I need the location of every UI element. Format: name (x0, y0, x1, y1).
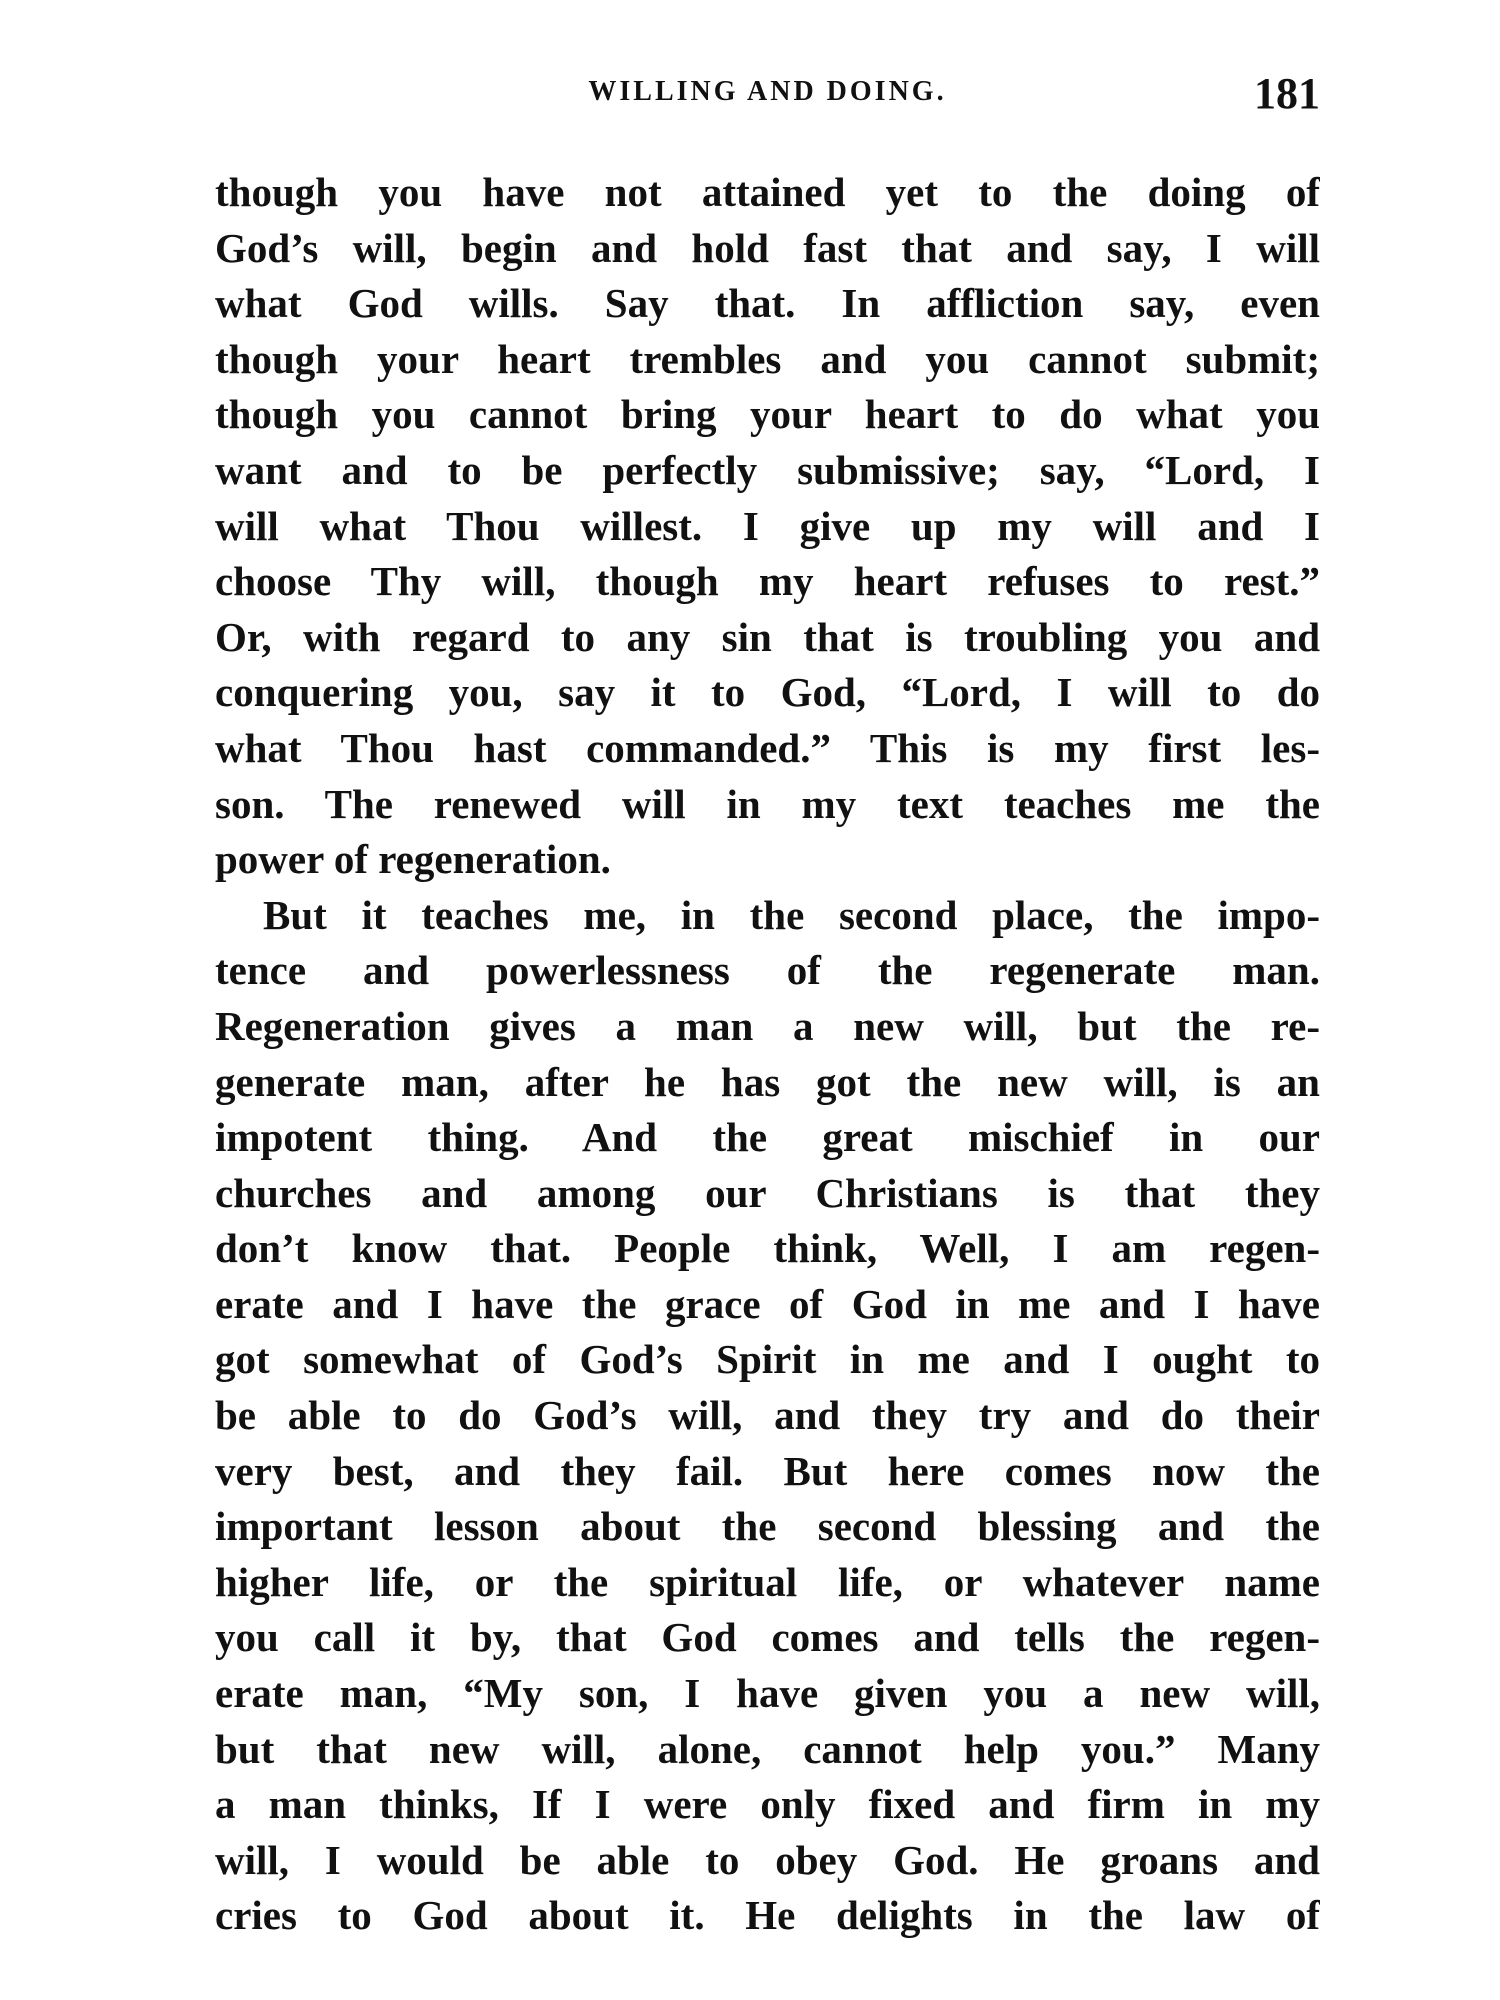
body-text (215, 165, 1320, 1944)
text-line: Or, with regard to any sin that is troubling you and (215, 613, 1320, 660)
text-line: impotent thing. And the great mischief in our (215, 1114, 1320, 1161)
page-number: 181 (1254, 69, 1320, 118)
text-line: son. The renewed will in my text teaches me the (215, 780, 1320, 827)
text-line: important lesson about the second blessing and the (215, 1503, 1320, 1550)
text-line: power of regeneration. (215, 836, 611, 883)
text-line: though you have not attained yet to the doing of (215, 169, 1320, 215)
text-line: generate man, after he has got the new will, is an (215, 1058, 1320, 1105)
text-line: God’s will, begin and hold fast that and say, I will (215, 224, 1320, 271)
paragraph-1 (215, 165, 1320, 888)
text-line: conquering you, say it to God, “Lord, I will to do (215, 669, 1320, 716)
text-line: very best, and they fail. But here comes now the (215, 1447, 1320, 1494)
text-line: don’t know that. People think, Well, I am regen- (215, 1225, 1320, 1272)
text-line: though your heart trembles and you cannot submit; (215, 335, 1320, 382)
text-line: be able to do God’s will, and they try and do their (215, 1392, 1320, 1439)
text-line: what Thou hast commanded.” This is my first les- (215, 724, 1320, 771)
text-line: tence and powerlessness of the regenerate man. (215, 947, 1320, 994)
text-line: higher life, or the spiritual life, or whatever name (215, 1558, 1320, 1605)
paragraph-2 (215, 888, 1320, 1944)
text-line: though you cannot bring your heart to do what you (215, 391, 1320, 438)
text-line: Regeneration gives a man a new will, but the re- (215, 1002, 1320, 1049)
text-line: a man thinks, If I were only fixed and firm in my (215, 1781, 1320, 1828)
text-line: churches and among our Christians is that they (215, 1169, 1320, 1216)
text-line: will what Thou willest. I give up my will and I (215, 502, 1320, 549)
text-line: cries to God about it. He delights in the law of (215, 1892, 1320, 1939)
text-line: erate man, “My son, I have given you a new will, (215, 1670, 1320, 1717)
text-line: will, I would be able to obey God. He groans and (215, 1836, 1320, 1883)
text-line: what God wills. Say that. In affliction say, even (215, 280, 1320, 327)
text-line: But it teaches me, in the second place, the impo- (263, 891, 1320, 938)
running-title: WILLING AND DOING. (588, 76, 947, 107)
text-line: choose Thy will, though my heart refuses to rest.” (215, 558, 1320, 605)
text-line: but that new will, alone, cannot help you.” Many (215, 1725, 1320, 1772)
text-line: got somewhat of God’s Spirit in me and I ought to (215, 1336, 1320, 1383)
text-line: want and to be perfectly submissive; say, “Lord, I (215, 446, 1320, 493)
text-line: erate and I have the grace of God in me and I have (215, 1280, 1320, 1327)
text-line: you call it by, that God comes and tells the regen- (215, 1614, 1320, 1661)
running-head (215, 68, 1320, 128)
